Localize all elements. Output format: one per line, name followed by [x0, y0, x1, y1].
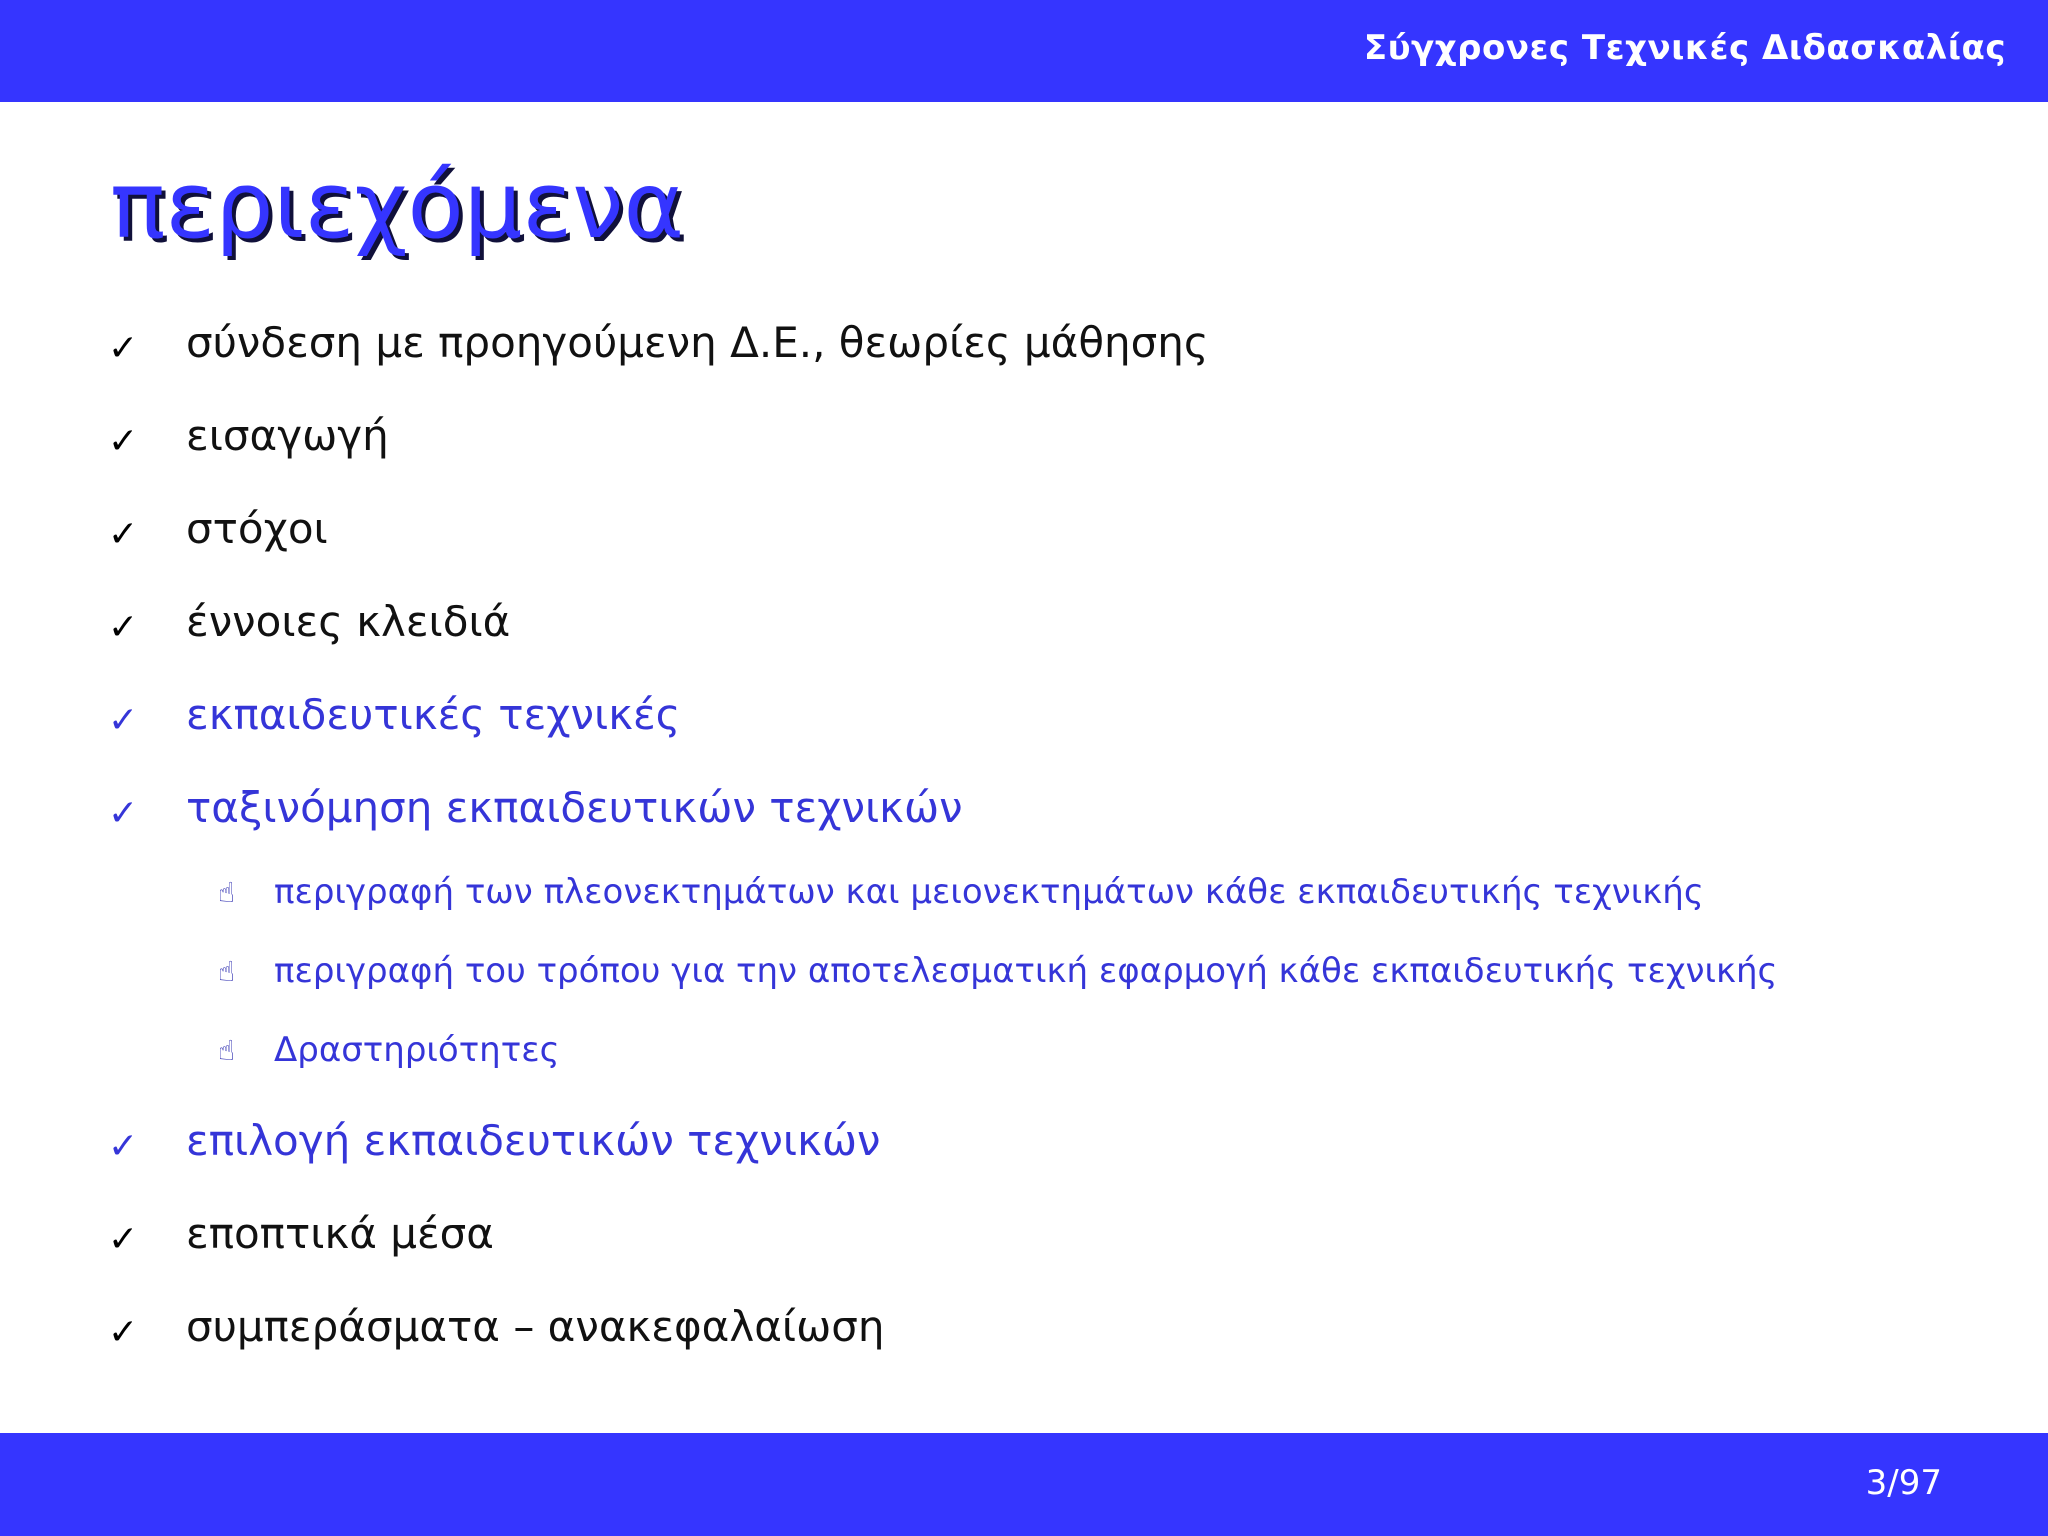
page-number: 3/97 — [1865, 1463, 1942, 1503]
toc-subitem-label: περιγραφή των πλεονεκτημάτων και μειονεκτημάτων κάθε εκπαιδευτικής τεχνικής — [274, 872, 1704, 912]
header-title: Σύγχρονες Τεχνικές Διδασκαλίας — [1363, 28, 2006, 68]
pointing-hand-icon: ☝ — [218, 876, 236, 909]
check-icon: ✓ — [108, 1126, 139, 1167]
check-icon: ✓ — [108, 1219, 139, 1260]
check-icon: ✓ — [108, 607, 139, 648]
toc-item-label: σύνδεση με προηγούμενη Δ.Ε., θεωρίες μάθησης — [186, 318, 1209, 367]
toc-item-label: ταξινόμηση εκπαιδευτικών τεχνικών — [186, 783, 963, 832]
check-icon: ✓ — [108, 421, 139, 462]
toc-subitem-label: περιγραφή του τρόπου για την αποτελεσματική εφαρμογή κάθε εκπαιδευτικής τεχνικής — [274, 951, 1778, 991]
toc-item-label: εποπτικά μέσα — [186, 1209, 494, 1258]
check-icon: ✓ — [108, 328, 139, 369]
toc-item-label: εκπαιδευτικές τεχνικές — [186, 690, 681, 739]
toc-item-label: έννοιες κλειδιά — [186, 597, 511, 646]
toc-subitem-label: Δραστηριότητες — [274, 1030, 560, 1070]
check-icon: ✓ — [108, 793, 139, 834]
slide-title: περιεχόμενα — [110, 152, 685, 259]
pointing-hand-icon: ☝ — [218, 955, 236, 988]
pointing-hand-icon: ☝ — [218, 1034, 236, 1067]
check-icon: ✓ — [108, 1312, 139, 1353]
footer-bar — [0, 1433, 2048, 1536]
toc-item-label: στόχοι — [186, 504, 328, 553]
toc-item-label: συμπεράσματα – ανακεφαλαίωση — [186, 1302, 885, 1351]
toc-item-label: εισαγωγή — [186, 411, 389, 460]
check-icon: ✓ — [108, 514, 139, 555]
check-icon: ✓ — [108, 700, 139, 741]
toc-item-label: επιλογή εκπαιδευτικών τεχνικών — [186, 1116, 881, 1165]
